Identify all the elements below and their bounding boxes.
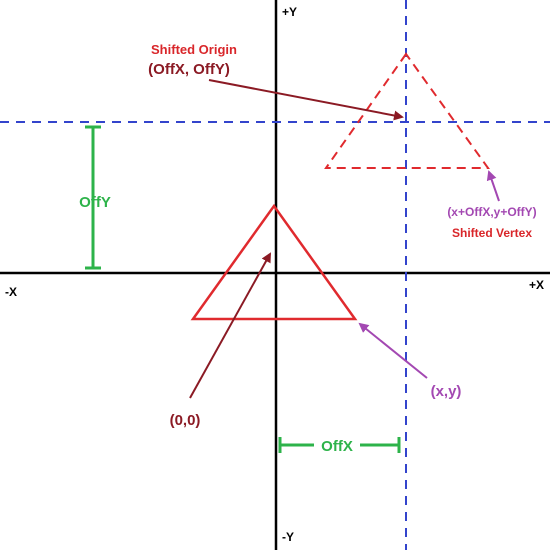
neg-x-label: -X — [5, 285, 17, 299]
origin-arrow — [190, 254, 270, 398]
vertex-label: (x,y) — [430, 383, 462, 400]
shifted-origin-coords: (OffX, OffY) — [148, 61, 230, 78]
vertex-arrow — [360, 324, 427, 378]
offy-label: OffY — [79, 194, 111, 211]
shifted-origin-title: Shifted Origin — [151, 42, 237, 57]
pos-y-label: +Y — [282, 5, 298, 19]
shifted-origin-arrow — [209, 80, 402, 117]
origin-label: (0,0) — [169, 412, 201, 429]
pos-x-label: +X — [529, 278, 545, 292]
shifted-vertex-title: Shifted Vertex — [451, 226, 533, 240]
neg-y-label: -Y — [282, 530, 294, 544]
offx-label: OffX — [321, 438, 353, 455]
original-triangle — [193, 206, 355, 319]
shifted-vertex-arrow — [489, 172, 499, 201]
shifted-vertex-coords: (x+OffX,y+OffY) — [447, 205, 537, 219]
